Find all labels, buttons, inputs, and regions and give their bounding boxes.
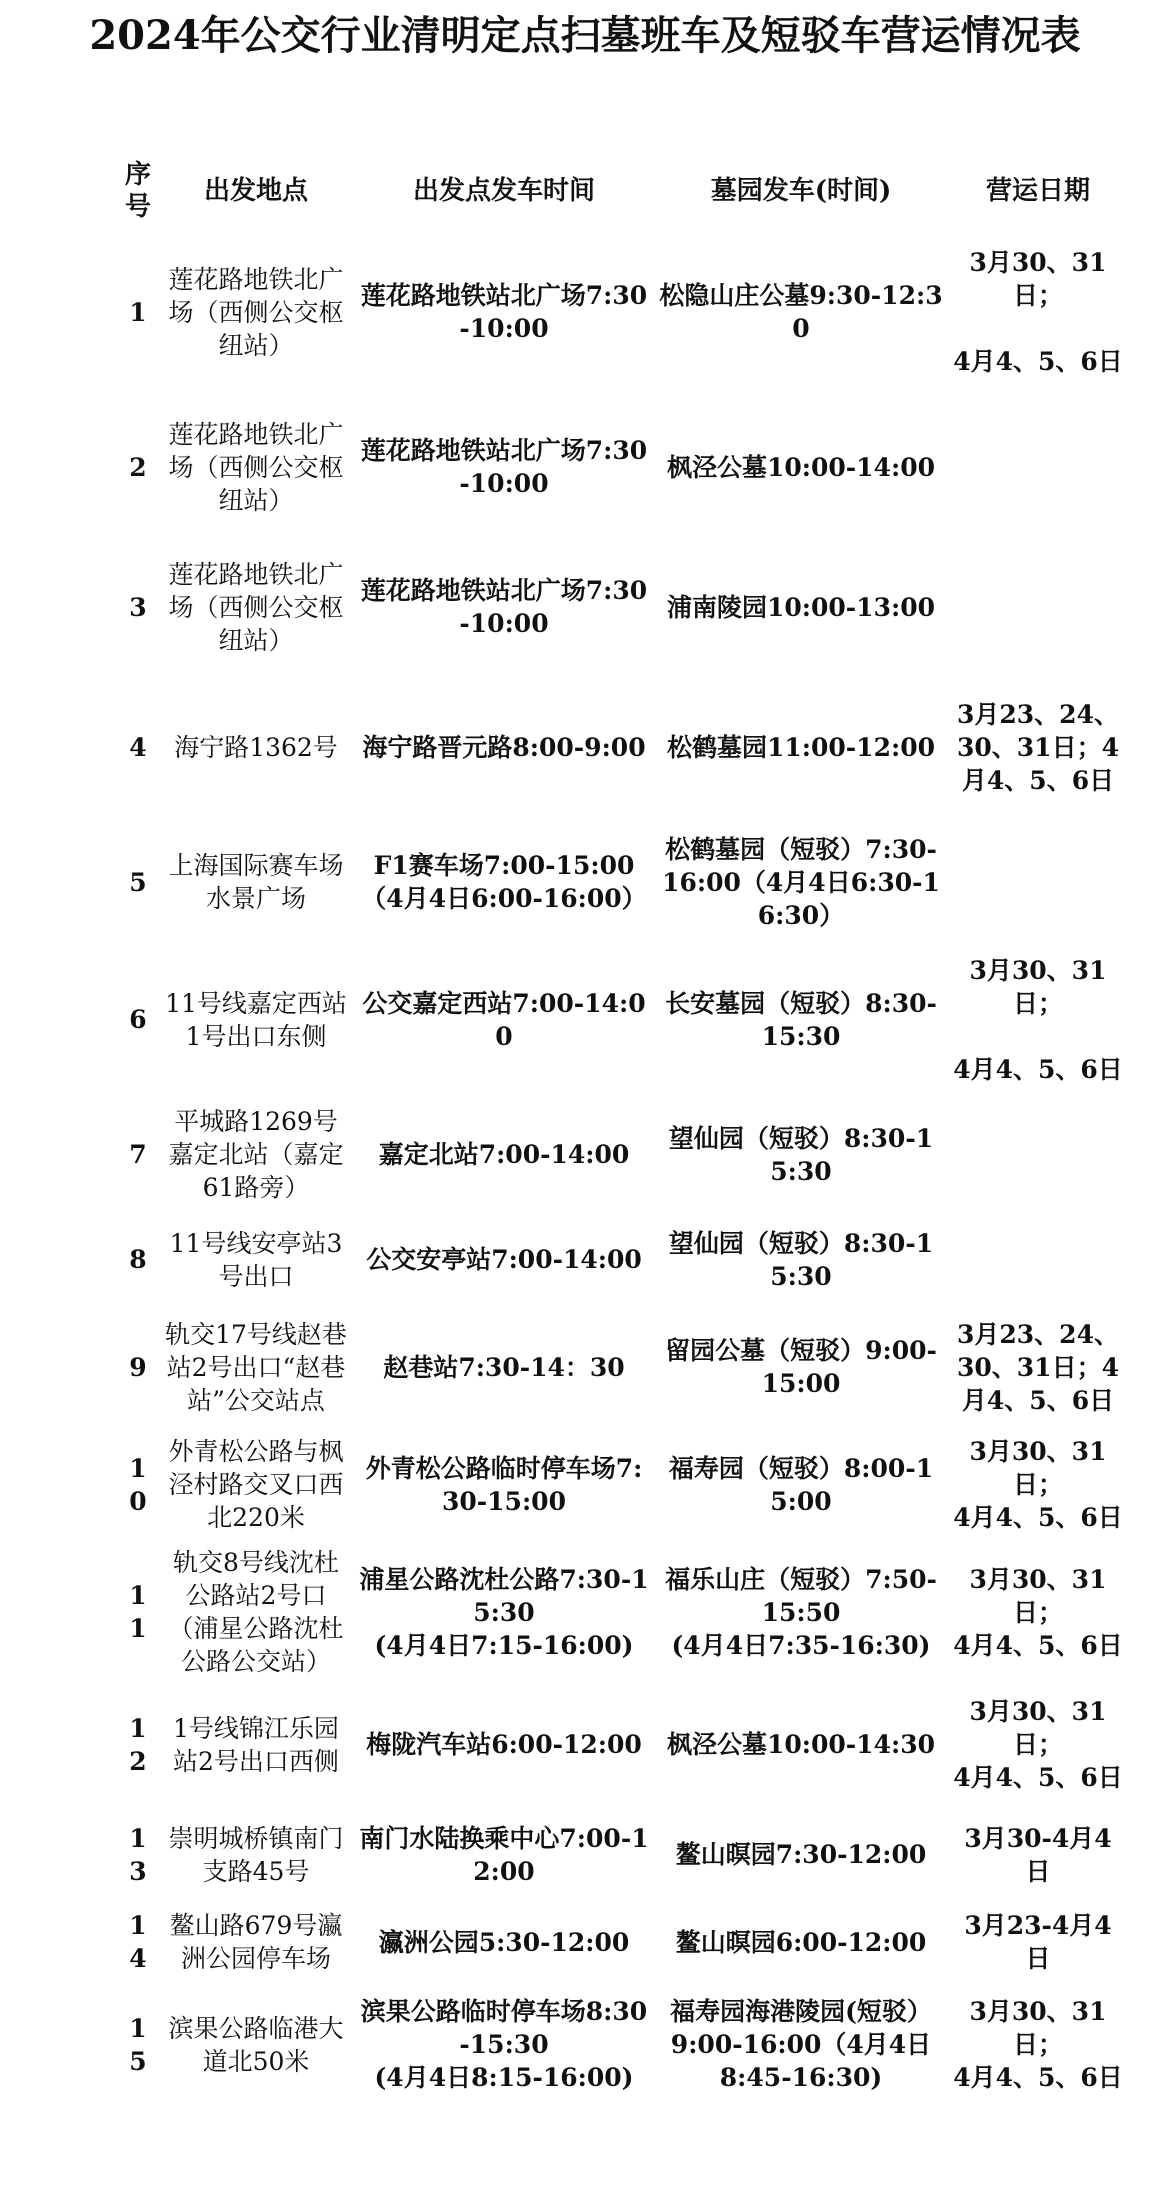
table-row	[118, 1807, 1128, 1902]
row-cemetery-time: 福寿园（短驳）8:00-15:00	[668, 1453, 934, 1516]
row-index: 3	[129, 592, 147, 622]
row-cemetery-time: 鳌山暝园6:00-12:00	[675, 1927, 927, 1957]
row-departure-place: 1号线锦江乐园站2号出口西侧	[173, 1713, 339, 1776]
page-title: 2024年公交行业清明定点扫墓班车及短驳车营运情况表	[89, 12, 1081, 59]
row-index: 9	[129, 1352, 147, 1382]
row-cemetery-time: 枫泾公墓10:00-14:30	[667, 1730, 935, 1759]
row-operating-dates: 3月23-4月4日	[964, 1911, 1112, 1973]
row-departure-time: 赵巷站7:30-14：30	[383, 1352, 625, 1382]
table-row	[118, 942, 1128, 1097]
row-departure-time: 南门水陆换乘中心7:00-12:00	[359, 1823, 649, 1886]
row-departure-time: 海宁路晋元路8:00-9:00	[362, 732, 646, 762]
row-operating-dates: 3月30、31日； 4月4、5、6日	[953, 1997, 1123, 2092]
row-operating-dates: 3月30、31日； 4月4、5、6日	[953, 1437, 1123, 1532]
row-operating-dates	[948, 542, 1128, 672]
row-index: 8	[129, 1245, 147, 1274]
row-departure-place: 上海国际赛车场水景广场	[168, 851, 344, 913]
table-row	[118, 1427, 1128, 1542]
row-index: 14	[129, 1911, 147, 1973]
table-row	[118, 822, 1128, 942]
table-row	[118, 392, 1128, 542]
row-index: 4	[129, 732, 147, 762]
row-cemetery-time: 松鹤墓园11:00-12:00	[667, 732, 935, 762]
row-departure-time: 浦星公路沈杜公路7:30-15:30 (4月4日7:15-16:00)	[359, 1564, 649, 1660]
row-departure-time: F1赛车场7:00-15:00（4月4日6:00-16:00）	[361, 851, 647, 913]
row-departure-place: 轨交8号线沈杜公路站2号口（浦星公路沈杜公路公交站）	[168, 1548, 344, 1676]
table-row	[118, 542, 1128, 672]
row-index: 10	[129, 1453, 147, 1516]
row-cemetery-time: 松隐山庄公墓9:30-12:30	[659, 281, 943, 343]
header-departure-time: 出发点发车时间	[412, 176, 595, 206]
row-cemetery-time: 鳌山暝园7:30-12:00	[675, 1840, 927, 1869]
row-cemetery-time: 望仙园（短驳）8:30-15:30	[668, 1228, 934, 1291]
row-departure-time: 莲花路地铁站北广场7:30-10:00	[360, 436, 648, 498]
row-index: 5	[129, 867, 147, 897]
row-operating-dates: 3月23、24、30、31日；4月4、5、6日	[957, 1319, 1119, 1415]
row-cemetery-time: 福寿园海港陵园(短驳）9:00-16:00（4月4日8:45-16:30)	[670, 1997, 932, 2092]
table-row	[118, 1542, 1128, 1682]
row-departure-place: 轨交17号线赵巷站2号出口“赵巷站”公交站点	[165, 1319, 347, 1415]
row-operating-dates: 3月30、31日； 4月4、5、6日	[953, 248, 1123, 376]
row-departure-place: 莲花路地铁北广场（西侧公交枢纽站）	[168, 419, 344, 515]
row-departure-time: 滨果公路临时停车场8:30-15:30 (4月4日8:15-16:00)	[360, 1997, 648, 2092]
table-row	[118, 1097, 1128, 1212]
row-index: 7	[129, 1140, 147, 1169]
row-departure-place: 崇明城桥镇南门支路45号	[168, 1823, 344, 1886]
row-departure-place: 莲花路地铁北广场（西侧公交枢纽站）	[168, 264, 344, 360]
row-departure-place: 外青松公路与枫泾村路交叉口西北220米	[168, 1437, 344, 1532]
table-row	[118, 1212, 1128, 1307]
row-index: 15	[129, 2013, 147, 2076]
row-cemetery-time: 长安墓园（短驳）8:30-15:30	[665, 988, 937, 1051]
row-operating-dates	[948, 822, 1128, 942]
table-row	[118, 1982, 1128, 2107]
row-departure-place: 莲花路地铁北广场（西侧公交枢纽站）	[168, 559, 344, 655]
row-operating-dates	[948, 392, 1128, 542]
row-index: 13	[129, 1823, 147, 1886]
row-operating-dates	[948, 1097, 1128, 1212]
row-index: 6	[129, 1005, 147, 1034]
row-operating-dates	[948, 1212, 1128, 1307]
row-cemetery-time: 枫泾公墓10:00-14:00	[667, 452, 935, 482]
row-departure-time: 莲花路地铁站北广场7:30-10:00	[360, 281, 648, 343]
table-row	[118, 1902, 1128, 1982]
row-operating-dates: 3月30、31日； 4月4、5、6日	[953, 1564, 1123, 1660]
row-departure-time: 公交安亭站7:00-14:00	[366, 1245, 642, 1274]
row-departure-time: 莲花路地铁站北广场7:30-10:00	[360, 576, 648, 638]
row-operating-dates: 3月30、31日； 4月4、5、6日	[953, 1697, 1123, 1792]
row-index: 12	[129, 1713, 147, 1776]
header-departure-place: 出发地点	[203, 176, 308, 206]
table-row	[118, 1682, 1128, 1807]
row-departure-place: 鳌山路679号瀛洲公园停车场	[169, 1911, 343, 1973]
header-operating-dates: 营运日期	[985, 176, 1090, 206]
row-cemetery-time: 松鹤墓园（短驳）7:30-16:00（4月4日6:30-16:30）	[662, 834, 940, 930]
row-cemetery-time: 福乐山庄（短驳）7:50-15:50 (4月4日7:35-16:30)	[665, 1564, 937, 1660]
table-row	[118, 232, 1128, 392]
row-departure-place: 平城路1269号嘉定北站（嘉定61路旁）	[168, 1107, 344, 1202]
header-index: 序号	[124, 160, 151, 222]
row-index: 2	[129, 452, 147, 482]
row-departure-time: 梅陇汽车站6:00-12:00	[366, 1730, 642, 1759]
row-departure-time: 公交嘉定西站7:00-14:00	[362, 988, 646, 1051]
row-departure-place: 11号线嘉定西站1号出口东侧	[165, 988, 347, 1051]
row-index: 11	[129, 1581, 147, 1643]
header-row	[118, 150, 1128, 232]
row-cemetery-time: 望仙园（短驳）8:30-15:30	[668, 1123, 934, 1186]
row-operating-dates: 3月30-4月4日	[964, 1823, 1112, 1886]
row-departure-place: 11号线安亭站3号出口	[169, 1228, 343, 1291]
table-row	[118, 1307, 1128, 1427]
row-departure-place: 滨果公路临港大道北50米	[168, 2013, 344, 2076]
table-row	[118, 672, 1128, 822]
header-cemetery-time: 墓园发车(时间)	[710, 176, 892, 206]
row-cemetery-time: 浦南陵园10:00-13:00	[667, 592, 935, 622]
row-operating-dates: 3月23、24、30、31日；4月4、5、6日	[957, 699, 1119, 795]
row-departure-time: 嘉定北站7:00-14:00	[378, 1140, 630, 1169]
row-departure-time: 瀛洲公园5:30-12:00	[378, 1927, 630, 1957]
row-operating-dates: 3月30、31日； 4月4、5、6日	[953, 955, 1123, 1084]
row-cemetery-time: 留园公墓（短驳）9:00-15:00	[665, 1336, 937, 1398]
row-departure-place: 海宁路1362号	[174, 732, 338, 762]
schedule-table	[118, 150, 1128, 2107]
row-index: 1	[129, 297, 147, 327]
row-departure-time: 外青松公路临时停车场7:30-15:00	[365, 1453, 643, 1516]
